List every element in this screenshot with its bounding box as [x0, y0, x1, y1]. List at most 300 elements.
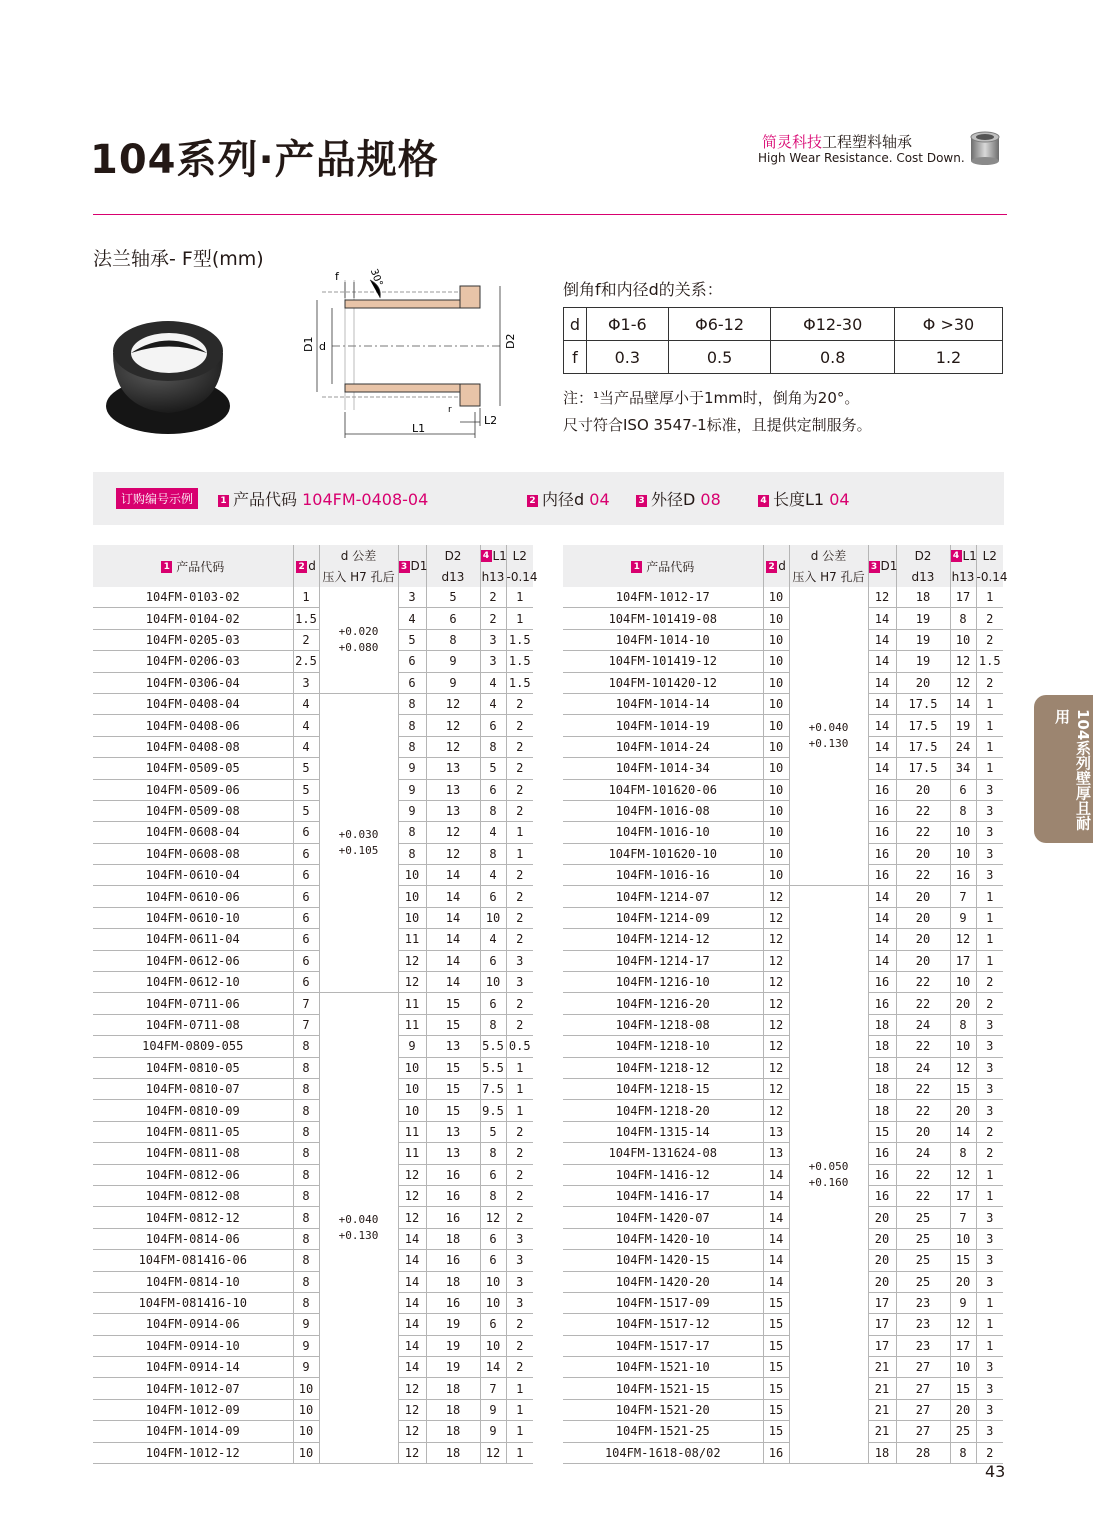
- table-row: [93, 929, 533, 950]
- tol-upper: +0.030: [338, 828, 379, 842]
- cell-d: 6: [293, 822, 319, 843]
- cell-d: 10: [763, 715, 789, 736]
- cell-L2: 1: [976, 715, 1003, 736]
- cell-L2: 2: [976, 1121, 1003, 1142]
- cell-D1: 16: [868, 843, 896, 864]
- cell-D1: 18: [868, 1442, 896, 1463]
- cell-L1: 4: [480, 865, 506, 886]
- label-d: d: [319, 340, 326, 353]
- cell-D1: 8: [398, 693, 426, 714]
- cell-L2: 2: [506, 1335, 533, 1356]
- cell-D2: 18: [896, 587, 950, 608]
- table-row: [563, 950, 1003, 971]
- cell-L2: 3: [506, 972, 533, 993]
- cell-code: 104FM-0205-03: [93, 629, 293, 650]
- cell-D2: 18: [426, 1442, 480, 1463]
- cell-d: 8: [293, 1185, 319, 1206]
- cell-L1: 6: [480, 779, 506, 800]
- chamfer-label: 倒角f和内径d的关系：: [563, 280, 723, 299]
- cell-D2: 22: [896, 865, 950, 886]
- order-value: 04: [589, 490, 610, 509]
- col-header-tol-sub: 压入 H7 孔后: [319, 566, 398, 587]
- cell-D1: 14: [398, 1250, 426, 1271]
- cell-D1: 14: [868, 950, 896, 971]
- table-row: [93, 1314, 533, 1335]
- cell-D1: 18: [868, 1100, 896, 1121]
- cell-D1: 14: [868, 758, 896, 779]
- table-row: [563, 758, 1003, 779]
- table-row: [563, 1036, 1003, 1057]
- cell-D1: 14: [398, 1357, 426, 1378]
- col-header-L1: [950, 545, 976, 566]
- cell-L1: 12: [950, 651, 976, 672]
- cell-d: 15: [763, 1292, 789, 1313]
- cell-code: 104FM-1420-20: [563, 1271, 763, 1292]
- table-row: [93, 1271, 533, 1292]
- header-label: L1: [962, 548, 977, 563]
- side-tab[interactable]: [1034, 695, 1093, 843]
- cell-code: 104FM-0810-09: [93, 1100, 293, 1121]
- cell-L1: 12: [950, 1314, 976, 1335]
- cell-L2: 1: [506, 1378, 533, 1399]
- cell-code: 104FM-1315-14: [563, 1121, 763, 1142]
- cell-D1: 12: [398, 950, 426, 971]
- label-angle: 30°: [367, 267, 385, 288]
- cell-L1: 10: [950, 1357, 976, 1378]
- brand-highlight: 简灵科技: [762, 133, 823, 151]
- table-row: [563, 1185, 1003, 1206]
- cell-L2: 2: [506, 736, 533, 757]
- cell-d: 12: [763, 886, 789, 907]
- cell-L2: 3: [976, 779, 1003, 800]
- cell-L1: 9: [480, 1421, 506, 1442]
- cell-D2: 18: [426, 1271, 480, 1292]
- cell-L1: 14: [950, 1121, 976, 1142]
- cell-code: 104FM-1214-17: [563, 950, 763, 971]
- cell-D1: 9: [398, 758, 426, 779]
- table-row: [563, 1335, 1003, 1356]
- table-row: [93, 1100, 533, 1121]
- order-key: 外径D: [651, 490, 696, 509]
- cell-D1: 5: [398, 629, 426, 650]
- order-value: 104FM-0408-04: [302, 490, 429, 509]
- tol-lower: +0.130: [808, 737, 849, 751]
- section-subtitle: 法兰轴承- F型(mm): [93, 248, 264, 270]
- cell-d: 14: [763, 1207, 789, 1228]
- cell-d: 1: [293, 587, 319, 608]
- cell-D1: 9: [398, 779, 426, 800]
- chamfer-cell: Φ >30: [895, 308, 1003, 341]
- cell-code: 104FM-0611-04: [93, 929, 293, 950]
- cell-D1: 14: [398, 1292, 426, 1313]
- table-row: [563, 608, 1003, 629]
- cell-code: 104FM-0914-10: [93, 1335, 293, 1356]
- col-header-D2-tol: d13: [426, 566, 480, 587]
- cell-d: 15: [763, 1314, 789, 1335]
- table-row: [93, 907, 533, 928]
- cell-D2: 18: [426, 1399, 480, 1420]
- col-header-D1: [868, 545, 896, 587]
- header-label: d: [308, 559, 316, 573]
- cell-L2: 2: [506, 1143, 533, 1164]
- cell-D1: 17: [868, 1314, 896, 1335]
- cell-D2: 19: [896, 608, 950, 629]
- cell-d: 8: [293, 1271, 319, 1292]
- cell-D2: 22: [896, 972, 950, 993]
- cell-code: 104FM-0608-04: [93, 822, 293, 843]
- cell-D1: 14: [868, 693, 896, 714]
- cell-D2: 15: [426, 993, 480, 1014]
- tol-lower: +0.160: [808, 1175, 849, 1189]
- cell-code: 104FM-1014-34: [563, 758, 763, 779]
- table-row: [93, 779, 533, 800]
- cell-D1: 20: [868, 1250, 896, 1271]
- cell-D2: 9: [426, 672, 480, 693]
- cell-D2: 17.5: [896, 715, 950, 736]
- table-row: [563, 800, 1003, 821]
- cell-d: 5: [293, 758, 319, 779]
- cell-L2: 2: [976, 629, 1003, 650]
- cell-L2: 2: [976, 672, 1003, 693]
- cell-d: 4: [293, 736, 319, 757]
- cell-L2: 3: [506, 1271, 533, 1292]
- cell-L1: 3: [480, 651, 506, 672]
- table-row: [563, 1314, 1003, 1335]
- cell-code: 104FM-0206-03: [93, 651, 293, 672]
- cell-d: 14: [763, 1250, 789, 1271]
- cell-L1: 8: [950, 1143, 976, 1164]
- cell-L2: 3: [506, 1228, 533, 1249]
- cell-L2: 2: [506, 1185, 533, 1206]
- cell-L1: 5: [480, 1121, 506, 1142]
- cell-D1: 6: [398, 672, 426, 693]
- side-tab-label: 104系列壁厚且耐用: [1053, 709, 1092, 831]
- table-row: [93, 1014, 533, 1035]
- num-badge: 3: [869, 561, 880, 573]
- cell-L1: 12: [950, 672, 976, 693]
- cell-L1: 8: [480, 1185, 506, 1206]
- cell-L2: 1: [976, 1164, 1003, 1185]
- cell-D2: 14: [426, 865, 480, 886]
- table-row: [563, 929, 1003, 950]
- cell-code: 104FM-1014-09: [93, 1421, 293, 1442]
- num-badge: 1: [218, 495, 229, 507]
- cell-D2: 20: [896, 672, 950, 693]
- cell-L1: 20: [950, 1271, 976, 1292]
- col-header-code: [93, 545, 293, 587]
- order-value: 04: [829, 490, 850, 509]
- cell-D1: 14: [868, 608, 896, 629]
- cell-L1: 4: [480, 929, 506, 950]
- chamfer-table: [563, 307, 1003, 374]
- cell-L1: 12: [950, 929, 976, 950]
- order-key: 内径d: [542, 490, 585, 509]
- table-row: [93, 1078, 533, 1099]
- table-row: [93, 1228, 533, 1249]
- col-header-d: [293, 545, 319, 587]
- cell-L2: 3: [976, 1399, 1003, 1420]
- cell-D1: 12: [398, 1399, 426, 1420]
- cell-D2: 22: [896, 800, 950, 821]
- cell-L2: 1: [506, 822, 533, 843]
- cell-L2: 2: [506, 865, 533, 886]
- cell-d: 8: [293, 1036, 319, 1057]
- cell-L2: 3: [976, 1036, 1003, 1057]
- cell-L2: 3: [976, 1100, 1003, 1121]
- cell-L2: 1.5: [506, 629, 533, 650]
- table-row: [563, 843, 1003, 864]
- cell-L2: 1: [976, 929, 1003, 950]
- cell-D2: 23: [896, 1292, 950, 1313]
- cell-D1: 12: [398, 1164, 426, 1185]
- cell-L1: 12: [480, 1442, 506, 1463]
- cell-code: 104FM-0509-08: [93, 800, 293, 821]
- cell-L1: 6: [480, 1314, 506, 1335]
- cell-d: 16: [763, 1442, 789, 1463]
- cell-code: 104FM-1521-10: [563, 1357, 763, 1378]
- cell-D2: 12: [426, 822, 480, 843]
- cell-code: 104FM-1214-07: [563, 886, 763, 907]
- cell-D1: 12: [398, 1442, 426, 1463]
- cell-D2: 20: [896, 843, 950, 864]
- cell-d: 15: [763, 1335, 789, 1356]
- cell-code: 104FM-1214-12: [563, 929, 763, 950]
- cell-d: 6: [293, 907, 319, 928]
- cell-D2: 6: [426, 608, 480, 629]
- cell-d: 5: [293, 800, 319, 821]
- table-row: [563, 672, 1003, 693]
- cell-tolerance: [789, 886, 868, 1464]
- table-row: [93, 886, 533, 907]
- header-label: 产品代码: [176, 559, 225, 574]
- cell-L2: 1: [506, 1057, 533, 1078]
- cell-code: 104FM-0814-10: [93, 1271, 293, 1292]
- cell-L2: 1: [976, 907, 1003, 928]
- cell-L2: 3: [506, 1292, 533, 1313]
- table-row: [93, 1357, 533, 1378]
- cell-d: 4: [293, 693, 319, 714]
- order-key: 产品代码: [233, 490, 298, 509]
- table-row: [93, 1121, 533, 1142]
- table-row: [563, 1421, 1003, 1442]
- chamfer-cell: 0.8: [771, 341, 895, 374]
- cell-D1: 11: [398, 1143, 426, 1164]
- cell-D2: 22: [896, 1078, 950, 1099]
- cell-d: 1.5: [293, 608, 319, 629]
- cell-code: 104FM-0811-05: [93, 1121, 293, 1142]
- cell-D1: 10: [398, 907, 426, 928]
- cell-L1: 10: [480, 1271, 506, 1292]
- table-row: [93, 972, 533, 993]
- cell-D2: 24: [896, 1057, 950, 1078]
- table-row: [93, 843, 533, 864]
- table-row: [563, 1014, 1003, 1035]
- tol-upper: +0.040: [338, 1213, 379, 1227]
- cell-D1: 10: [398, 886, 426, 907]
- cell-D2: 5: [426, 587, 480, 608]
- cell-d: 14: [763, 1271, 789, 1292]
- cell-D2: 13: [426, 1143, 480, 1164]
- cell-L1: 12: [950, 1057, 976, 1078]
- cell-code: 104FM-0104-02: [93, 608, 293, 629]
- table-row: [93, 800, 533, 821]
- num-badge: 3: [636, 495, 647, 507]
- cell-L2: 1: [506, 1100, 533, 1121]
- cell-L2: 2: [506, 1207, 533, 1228]
- cell-code: 104FM-0610-06: [93, 886, 293, 907]
- cell-D1: 16: [868, 1143, 896, 1164]
- cell-D1: 3: [398, 587, 426, 608]
- cell-L1: 9.5: [480, 1100, 506, 1121]
- cell-L2: 2: [976, 1442, 1003, 1463]
- cell-L2: 1: [506, 587, 533, 608]
- table-row: [563, 693, 1003, 714]
- cell-d: 9: [293, 1314, 319, 1335]
- cell-D1: 6: [398, 651, 426, 672]
- cell-d: 12: [763, 993, 789, 1014]
- cell-d: 6: [293, 972, 319, 993]
- cell-L2: 2: [506, 1357, 533, 1378]
- table-row: [93, 1036, 533, 1057]
- cell-L1: 10: [950, 1228, 976, 1249]
- cell-L2: 1: [506, 1421, 533, 1442]
- cell-D2: 19: [426, 1335, 480, 1356]
- cell-D2: 25: [896, 1250, 950, 1271]
- table-row: [563, 1164, 1003, 1185]
- cell-D1: 11: [398, 1014, 426, 1035]
- cell-D1: 14: [868, 629, 896, 650]
- table-row: [563, 1228, 1003, 1249]
- cell-L2: 0.5: [506, 1036, 533, 1057]
- cell-D2: 8: [426, 629, 480, 650]
- cell-L2: 3: [976, 1057, 1003, 1078]
- cell-L1: 16: [950, 865, 976, 886]
- cell-D2: 25: [896, 1271, 950, 1292]
- cell-D2: 19: [426, 1357, 480, 1378]
- cell-L2: 3: [976, 1207, 1003, 1228]
- table-row: [93, 1442, 533, 1463]
- cell-L2: 3: [976, 800, 1003, 821]
- cell-L1: 15: [950, 1250, 976, 1271]
- cell-d: 10: [763, 629, 789, 650]
- cell-code: 104FM-1012-17: [563, 587, 763, 608]
- table-row: [563, 972, 1003, 993]
- cell-L1: 4: [480, 822, 506, 843]
- cell-d: 13: [763, 1143, 789, 1164]
- cell-code: 104FM-1216-10: [563, 972, 763, 993]
- cell-D1: 10: [398, 865, 426, 886]
- cell-code: 104FM-0914-06: [93, 1314, 293, 1335]
- cell-L2: 2: [506, 1164, 533, 1185]
- cell-D2: 14: [426, 886, 480, 907]
- cell-L2: 1: [976, 758, 1003, 779]
- cell-L2: 1.5: [506, 672, 533, 693]
- cell-d: 6: [293, 950, 319, 971]
- cell-code: 104FM-0610-10: [93, 907, 293, 928]
- col-header-L2-tol: -0.14: [506, 566, 533, 587]
- cell-D1: 17: [868, 1292, 896, 1313]
- bearing-logo-icon: [968, 130, 1002, 166]
- cell-code: 104FM-0509-06: [93, 779, 293, 800]
- num-badge: 1: [631, 561, 642, 573]
- cell-code: 104FM-0612-10: [93, 972, 293, 993]
- cell-code: 104FM-0809-055: [93, 1036, 293, 1057]
- cell-D1: 14: [868, 886, 896, 907]
- cell-d: 8: [293, 1250, 319, 1271]
- cell-L2: 1: [976, 1335, 1003, 1356]
- cell-D2: 22: [896, 1100, 950, 1121]
- cell-L1: 19: [950, 715, 976, 736]
- cell-L1: 8: [950, 608, 976, 629]
- cell-L1: 24: [950, 736, 976, 757]
- cell-D1: 14: [868, 672, 896, 693]
- cell-d: 10: [763, 758, 789, 779]
- cell-d: 10: [763, 672, 789, 693]
- cell-D1: 14: [868, 907, 896, 928]
- cell-L1: 8: [480, 1014, 506, 1035]
- table-row: [563, 1121, 1003, 1142]
- cell-L1: 17: [950, 587, 976, 608]
- cell-L1: 7: [950, 1207, 976, 1228]
- cell-L2: 3: [976, 822, 1003, 843]
- cell-code: 104FM-1014-10: [563, 629, 763, 650]
- cell-D2: 19: [426, 1314, 480, 1335]
- cell-D2: 19: [896, 629, 950, 650]
- cell-code: 104FM-1521-15: [563, 1378, 763, 1399]
- cell-d: 10: [293, 1378, 319, 1399]
- cell-D1: 17: [868, 1335, 896, 1356]
- cell-code: 104FM-1420-15: [563, 1250, 763, 1271]
- cell-L1: 6: [480, 1228, 506, 1249]
- cell-L2: 2: [506, 758, 533, 779]
- cell-d: 6: [293, 929, 319, 950]
- cell-code: 104FM-131624-08: [563, 1143, 763, 1164]
- num-badge: 4: [481, 550, 492, 562]
- cell-code: 104FM-1218-15: [563, 1078, 763, 1099]
- table-row: [563, 629, 1003, 650]
- table-row: [563, 907, 1003, 928]
- cell-L2: 3: [976, 843, 1003, 864]
- table-row: [563, 715, 1003, 736]
- cell-D1: 20: [868, 1228, 896, 1249]
- cell-D2: 13: [426, 758, 480, 779]
- cell-d: 15: [763, 1378, 789, 1399]
- cell-L2: 3: [976, 1014, 1003, 1035]
- cell-d: 12: [763, 950, 789, 971]
- cell-D2: 13: [426, 800, 480, 821]
- cell-code: 104FM-1218-08: [563, 1014, 763, 1035]
- cell-D2: 24: [896, 1014, 950, 1035]
- cell-code: 104FM-1416-12: [563, 1164, 763, 1185]
- cell-L1: 7: [950, 886, 976, 907]
- label-L1: L1: [412, 422, 426, 435]
- note-wall-thickness: 注：¹当产品壁厚小于1mm时，倒角为20°。: [563, 389, 860, 407]
- order-example-badge: 订购编号示例: [116, 488, 198, 509]
- cell-d: 10: [763, 843, 789, 864]
- table-row: [563, 865, 1003, 886]
- tol-lower: +0.080: [338, 640, 379, 654]
- table-row: [93, 1185, 533, 1206]
- cell-L1: 12: [480, 1207, 506, 1228]
- cell-D1: 9: [398, 1036, 426, 1057]
- cell-D2: 20: [896, 929, 950, 950]
- cell-L1: 2: [480, 587, 506, 608]
- cell-D1: 4: [398, 608, 426, 629]
- cell-d: 8: [293, 1100, 319, 1121]
- cell-d: 12: [763, 1078, 789, 1099]
- cell-L2: 1: [976, 587, 1003, 608]
- cell-d: 13: [763, 1121, 789, 1142]
